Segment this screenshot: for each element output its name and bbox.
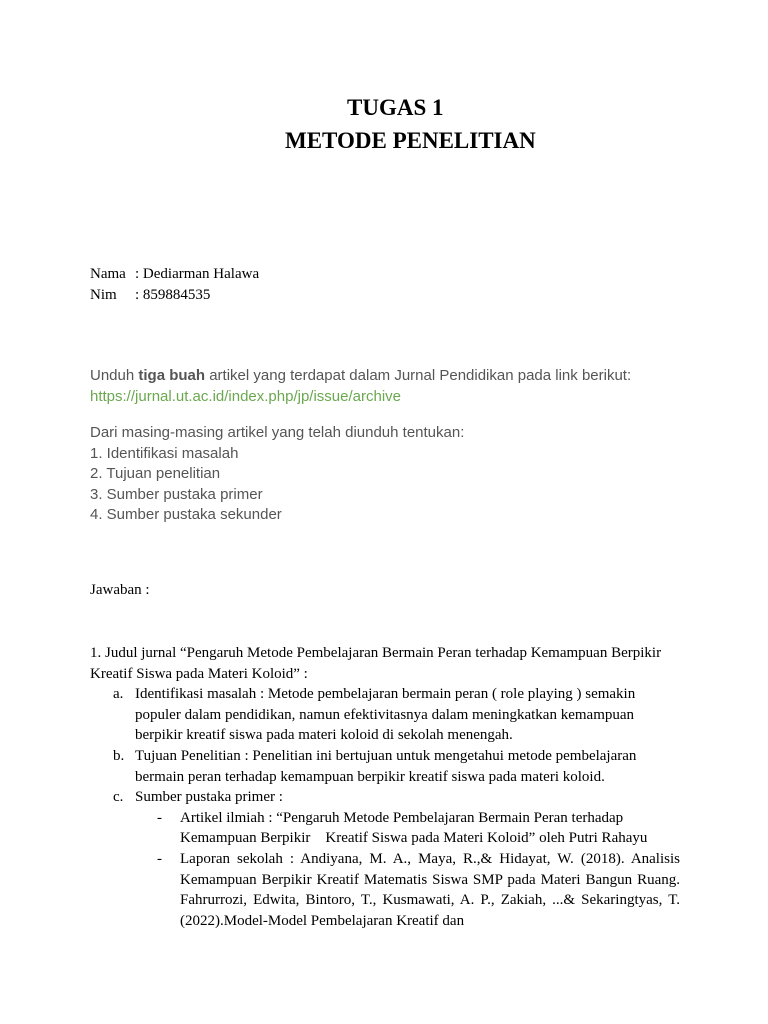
task-item: 1. Identifikasi masalah (90, 444, 239, 462)
source-text: Laporan sekolah : Andiyana, M. A., Maya, R.,& Hidayat, W. (2018). Analisis Kemampuan Berpikir Kreatif Matematis Siswa SMP pada Materi Bangun Ruang. Fahrurrozi, Edwita, Bintoro, T., Kusmawati, A. P., Zakiah, ...& Sekaringtyas, T. (2022).Model-Model Pembelajaran Kreatif dan (180, 850, 680, 929)
item-text: Tujuan Penelitian : Penelitian ini bertujuan untuk mengetahui metode pembelajaran bermain peran terhadap kemampuan berpikir kreatif siswa pada materi koloid. (135, 747, 637, 785)
source-item (90, 849, 680, 931)
instruction-suffix: artikel yang terdapat dalam Jurnal Pendidikan pada link berikut: (205, 367, 632, 384)
instruction-bold: tiga buah (138, 367, 206, 384)
name-row (90, 264, 259, 285)
answer-block (90, 643, 680, 931)
journal-title: 1. Judul jurnal “Pengaruh Metode Pembelajaran Bermain Peran terhadap Kemampuan Berpikir Kreatif Siswa pada Materi Koloid” : (90, 645, 662, 682)
answer-item (90, 787, 680, 808)
journal-archive-link[interactable]: https://jurnal.ut.ac.id/index.php/jp/issue/archive (90, 387, 402, 405)
item-marker: c. (113, 789, 124, 806)
title-line-1: TUGAS 1 (347, 95, 444, 120)
task-item: 2. Tujuan penelitian (90, 465, 221, 482)
identity-block (90, 264, 259, 306)
instructions-block (90, 366, 631, 407)
item-text: Sumber pustaka primer : (135, 789, 283, 806)
item-marker: b. (113, 747, 125, 764)
answer-item (90, 684, 680, 746)
instruction-prefix: Unduh (90, 367, 139, 384)
bullet-marker: - (157, 809, 162, 826)
instruction-line (90, 366, 631, 387)
source-text: Artikel ilmiah : “Pengaruh Metode Pembelajaran Bermain Peran terhadap Kemampuan Berpikir Kreatif Siswa pada Materi Koloid” oleh Putri Rahayu (180, 809, 648, 847)
task-item: 3. Sumber pustaka primer (90, 485, 263, 503)
nim-row (90, 285, 259, 306)
item-text: Identifikasi masalah : Metode pembelajaran bermain peran ( role playing ) semakin populer dalam pendidikan, namun efektivitasnya dalam meningkatkan kemampuan berpikir kreatif siswa pada materi koloid di sekolah menengah. (135, 686, 636, 744)
nim-label: Nim (90, 287, 117, 303)
answer-item (90, 746, 680, 787)
name-label: Nama (90, 266, 126, 282)
nim-value: : 859884535 (135, 287, 211, 303)
task-item: 4. Sumber pustaka sekunder (90, 506, 282, 523)
name-value: : Dediarman Halawa (135, 266, 260, 282)
source-item (90, 808, 680, 849)
item-marker: a. (113, 686, 124, 703)
bullet-marker: - (157, 850, 162, 867)
task-list (90, 423, 464, 526)
title-line-2: METODE PENELITIAN (285, 128, 536, 153)
task-intro: Dari masing-masing artikel yang telah diunduh tentukan: (90, 424, 465, 441)
answer-label: Jawaban : (90, 582, 150, 598)
